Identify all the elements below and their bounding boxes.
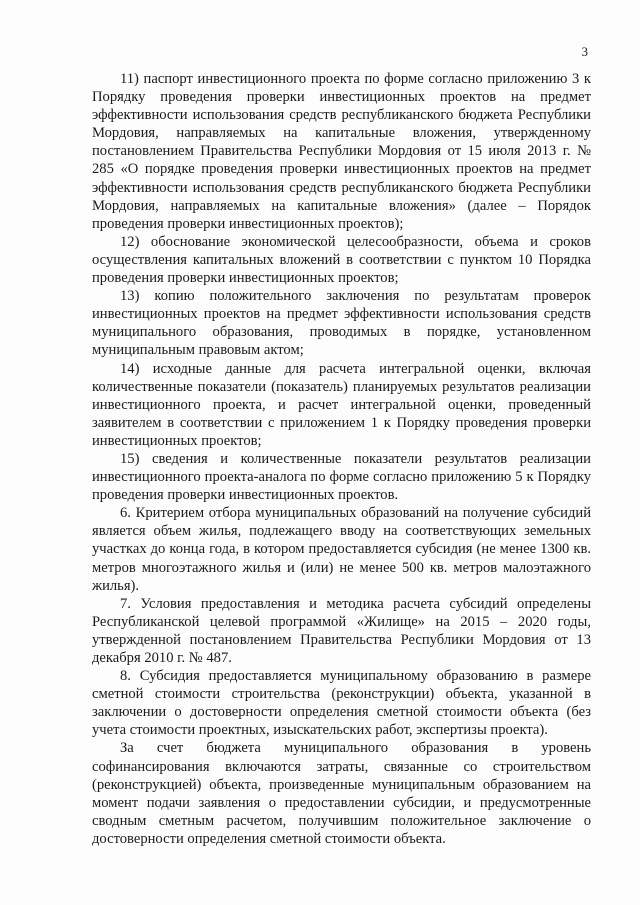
paragraph-section-8: 8. Субсидия предоставляется муниципальному образованию в размере сметной стоимости строительства (реконструкции) объекта, указанной в заключении о достоверности определения сметной стоимости объекта (без учета стоимости проектных, изыскательских работ, экспертизы проекта).: [92, 668, 591, 739]
paragraph-item-15: 15) сведения и количественные показатели результатов реализации инвестиционного проекта-аналога по форме согласно приложению 5 к Порядку проведения проверки инвестиционных проектов.: [92, 450, 591, 504]
paragraph-item-12: 12) обоснование экономической целесообразности, объема и сроков осуществления капитальных вложений в соответствии с пунктом 10 Порядка проведения проверки инвестиционных проектов;: [92, 233, 591, 287]
document-body: [92, 70, 591, 848]
paragraph-item-14: 14) исходные данные для расчета интегральной оценки, включая количественные показатели (показатель) планируемых результатов реализации инвестиционного проекта, и расчет интегральной оценки, проведенный заявителем в соответствии с приложением 1 к Порядку проведения проверки инвестиционных проектов;: [92, 360, 591, 449]
page-number: 3: [581, 44, 588, 59]
paragraph-section-7: 7. Условия предоставления и методика расчета субсидий определены Республиканской целевой программой «Жилище» на 2015 – 2020 годы, утвержденной постановлением Правительства Республики Мордовия от 13 декабря 2010 г. № 487.: [92, 595, 591, 666]
paragraph-item-11: 11) паспорт инвестиционного проекта по форме согласно приложению 3 к Порядку проведения проверки инвестиционных проектов на предмет эффективности использования средств республиканского бюджета Республики Мордовия, направляемых на капитальные вложения, утвержденному постановлением Правительства Республики Мордовия от 15 июля 2013 г. № 285 «О порядке проведения проверки инвестиционных проектов на предмет эффективности использования средств республиканского бюджета Республики Мордовия, направляемых на капитальные вложения» (далее – Порядок проведения проверки инвестиционных проектов);: [92, 71, 591, 232]
paragraph-cofinancing: За счет бюджета муниципального образования в уровень софинансирования включаются затраты, связанные со строительством (реконструкцией) объекта, произведенные муниципальным образованием на момент подачи заявления о предоставлении субсидии, и предусмотренные сводным сметным расчетом, получившим положительное заключение о достоверности определения сметной стоимости объекта.: [92, 740, 591, 847]
paragraph-item-13: 13) копию положительного заключения по результатам проверок инвестиционных проектов на предмет эффективности использования средств муниципального образования, проводимых в порядке, установленном муниципальным правовым актом;: [92, 288, 591, 359]
paragraph-section-6: 6. Критерием отбора муниципальных образований на получение субсидий является объем жилья, подлежащего вводу на соответствующих земельных участках до конца года, в котором предоставляется субсидия (не менее 1300 кв. метров многоэтажного жилья и (или) не менее 500 кв. метров малоэтажного жилья).: [92, 505, 591, 594]
